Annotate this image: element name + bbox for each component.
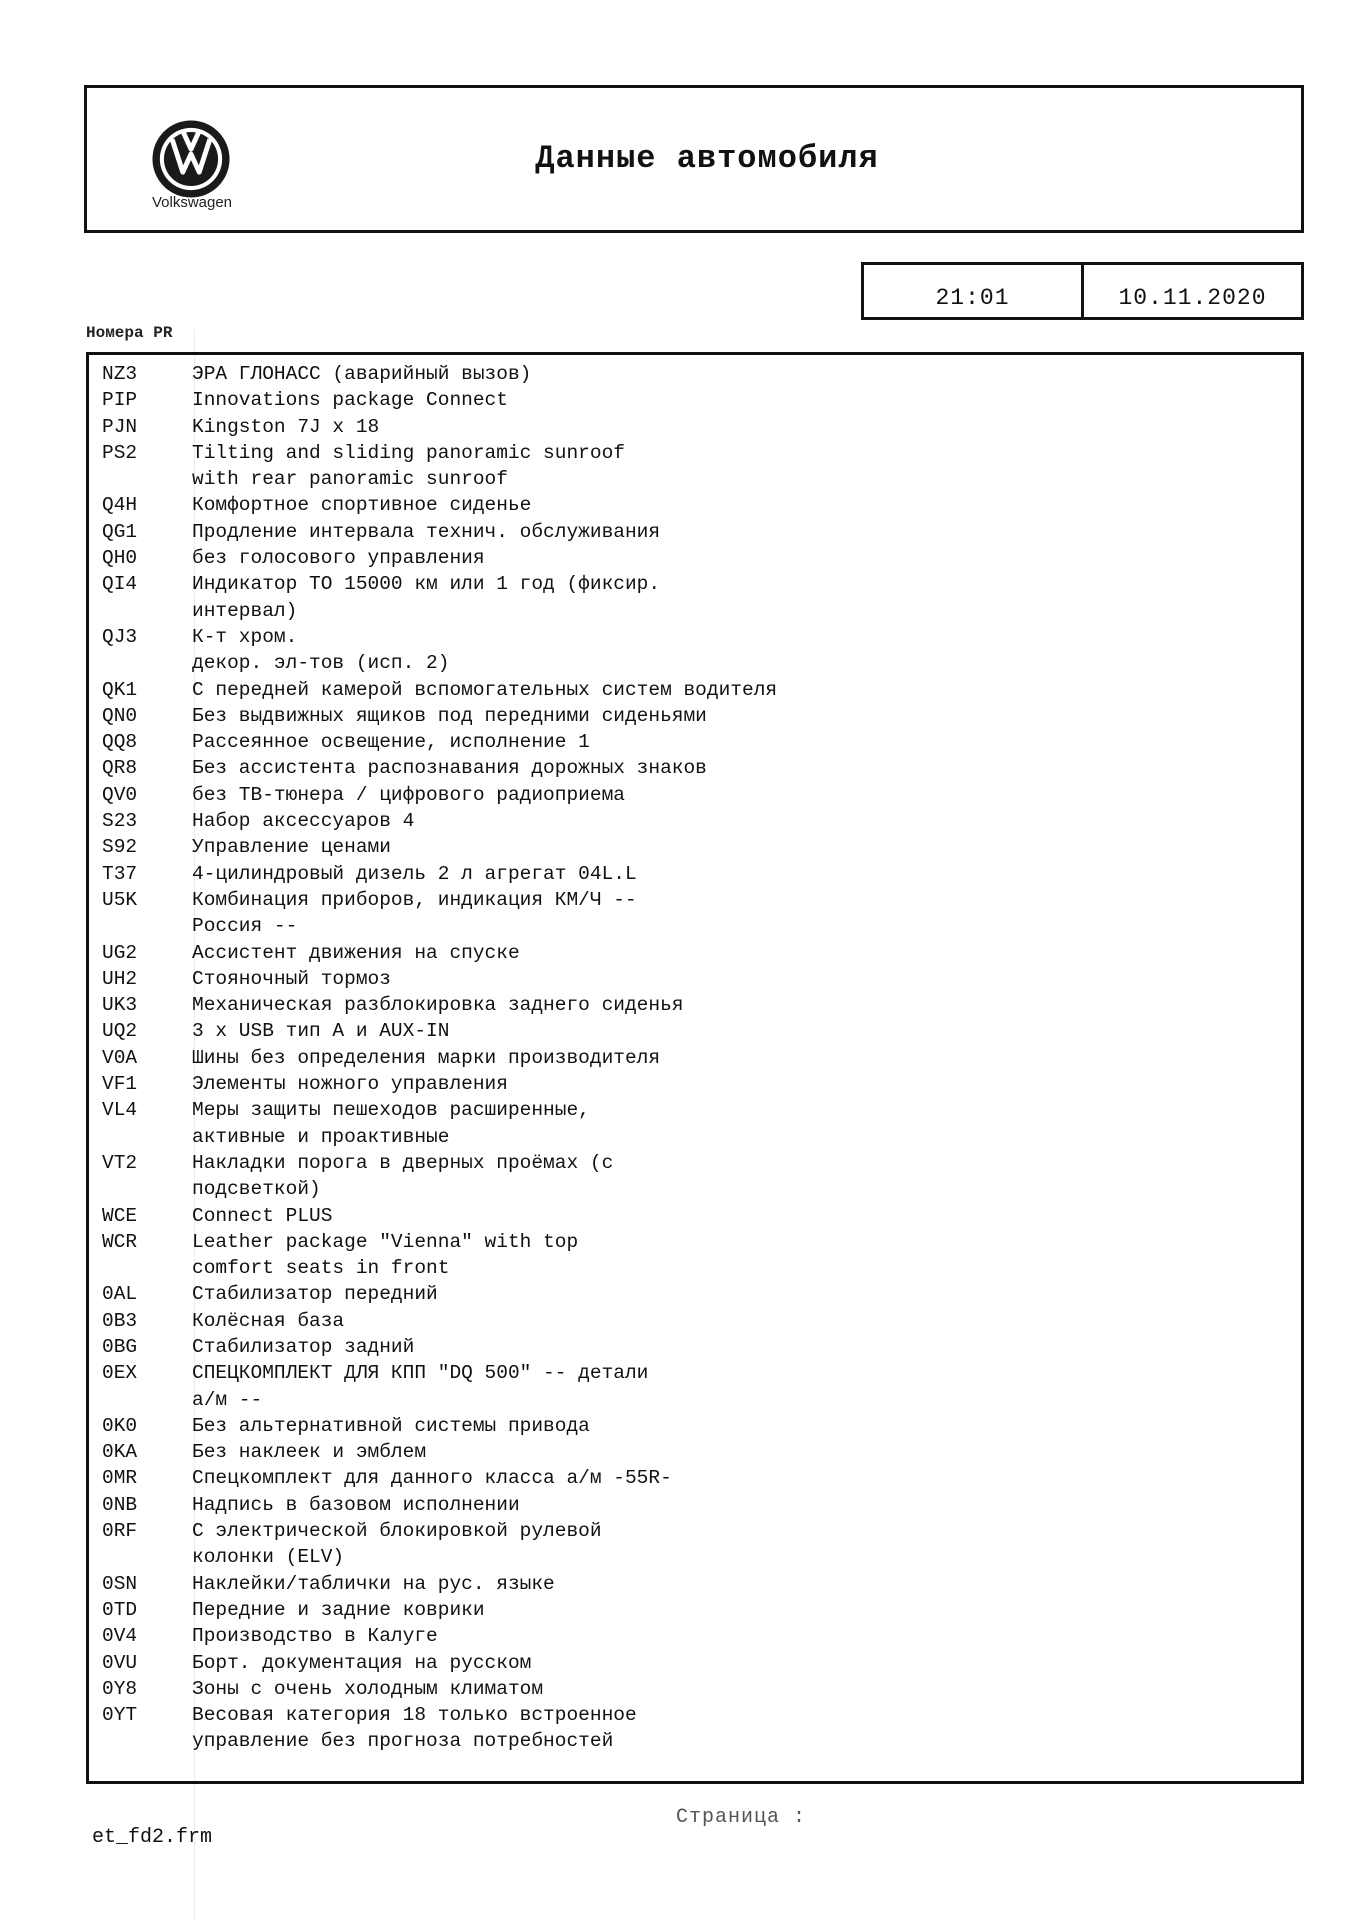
pr-description: Без выдвижных ящиков под передними сиденьями: [192, 704, 707, 727]
list-item: [89, 1623, 1301, 1649]
pr-description: Leather package "Vienna" with top: [192, 1230, 579, 1253]
list-item: [89, 466, 1301, 492]
pr-code: WCR: [102, 1230, 138, 1253]
list-item: [89, 624, 1301, 650]
pr-description: Спецкомплект для данного класса а/м -55R-: [192, 1467, 672, 1490]
pr-description: Управление ценами: [192, 836, 391, 859]
list-item: [89, 519, 1301, 545]
pr-code: 0VU: [102, 1651, 138, 1674]
list-item: [89, 1544, 1301, 1570]
brand-label: Volkswagen: [151, 194, 233, 211]
pr-code: 0K0: [102, 1414, 138, 1437]
pr-description: декор. эл-тов (исп. 2): [192, 652, 450, 675]
list-item: [89, 492, 1301, 518]
list-item: [89, 545, 1301, 571]
pr-description: 4-цилиндровый дизель 2 л агрегат 04L.L: [192, 862, 637, 885]
pr-description: Рассеянное освещение, исполнение 1: [192, 731, 590, 754]
pr-code: S23: [102, 810, 138, 833]
pr-description: Kingston 7J x 18: [192, 415, 380, 438]
list-item: [89, 1255, 1301, 1281]
pr-description: С передней камерой вспомогательных систем водителя: [192, 678, 778, 701]
pr-code: QG1: [102, 520, 138, 543]
pr-description: Надпись в базовом исполнении: [192, 1493, 520, 1516]
pr-description: без ТВ-тюнера / цифрового радиоприема: [192, 783, 625, 806]
pr-description: Стабилизатор передний: [192, 1283, 438, 1306]
pr-code: QN0: [102, 704, 138, 727]
pr-code: PJN: [102, 415, 138, 438]
pr-code: QH0: [102, 547, 138, 570]
pr-code: 0YT: [102, 1704, 138, 1727]
pr-code: QJ3: [102, 625, 138, 648]
pr-description: Innovations package Connect: [192, 389, 508, 412]
pr-description: подсветкой): [192, 1178, 321, 1201]
pr-code: PS2: [102, 441, 138, 464]
pr-code: 0SN: [102, 1572, 138, 1595]
pr-code: [89, 1728, 192, 1754]
list-item: [89, 677, 1301, 703]
pr-description: 3 x USB тип A и AUX-IN: [192, 1020, 450, 1043]
list-item: [89, 387, 1301, 413]
pr-description: Борт. документация на русском: [192, 1651, 532, 1674]
list-item: [89, 834, 1301, 860]
time-value: 21:01: [935, 285, 1010, 311]
pr-code: 0BG: [102, 1335, 138, 1358]
pr-description: Накладки порога в дверных проёмах (с: [192, 1151, 614, 1174]
pr-code: QQ8: [102, 731, 138, 754]
list-item: [89, 1360, 1301, 1386]
pr-description: Механическая разблокировка заднего сиденья: [192, 994, 684, 1017]
pr-description: С электрической блокировкой рулевой: [192, 1520, 602, 1543]
pr-code: 0NB: [102, 1493, 138, 1516]
pr-code: WCE: [102, 1204, 138, 1227]
list-item: [89, 966, 1301, 992]
list-item: [89, 1334, 1301, 1360]
list-item: [89, 1281, 1301, 1307]
list-item: [89, 1308, 1301, 1334]
pr-code: 0B3: [102, 1309, 138, 1332]
list-item: [89, 861, 1301, 887]
pr-code: 0KA: [102, 1441, 138, 1464]
pr-code: 0EX: [102, 1362, 138, 1385]
pr-code: [89, 466, 192, 492]
page-label: Страница :: [676, 1806, 807, 1829]
pr-description: Ассистент движения на спуске: [192, 941, 520, 964]
pr-code: VF1: [102, 1073, 138, 1096]
pr-description: Наклейки/таблички на рус. языке: [192, 1572, 555, 1595]
pr-description: Зоны с очень холодным климатом: [192, 1677, 544, 1700]
pr-description: Комфортное спортивное сиденье: [192, 494, 532, 517]
list-item: [89, 1439, 1301, 1465]
list-item: [89, 913, 1301, 939]
pr-description: Стояночный тормоз: [192, 967, 391, 990]
pr-description: интервал): [192, 599, 298, 622]
pr-description: Продление интервала технич. обслуживания: [192, 520, 661, 543]
list-item: [89, 808, 1301, 834]
pr-code: NZ3: [102, 363, 138, 385]
pr-code: 0MR: [102, 1467, 138, 1490]
pr-code: VT2: [102, 1151, 138, 1174]
pr-code: 0V4: [102, 1625, 138, 1648]
pr-code: QV0: [102, 783, 138, 806]
pr-description: Передние и задние коврики: [192, 1598, 485, 1621]
pr-description: без голосового управления: [192, 547, 485, 570]
pr-code: 0RF: [102, 1520, 138, 1543]
list-item: [89, 571, 1301, 597]
pr-code: [89, 650, 192, 676]
pr-description: активные и проактивные: [192, 1125, 450, 1148]
pr-code: [89, 913, 192, 939]
list-item: [89, 1176, 1301, 1202]
list-item: [89, 1124, 1301, 1150]
list-item: [89, 1413, 1301, 1439]
list-item: [89, 703, 1301, 729]
list-item: [89, 1728, 1301, 1754]
list-item: [89, 729, 1301, 755]
list-item: [89, 440, 1301, 466]
list-item: [89, 1097, 1301, 1123]
pr-description: К-т хром.: [192, 625, 298, 648]
pr-description: СПЕЦКОМПЛЕКТ ДЛЯ КПП "DQ 500" -- детали: [192, 1362, 649, 1385]
list-item: [89, 1071, 1301, 1097]
pr-description: Connect PLUS: [192, 1204, 333, 1227]
pr-code: UH2: [102, 967, 138, 990]
pr-description: comfort seats in front: [192, 1257, 450, 1280]
list-item: [89, 361, 1301, 387]
list-item: [89, 1597, 1301, 1623]
list-item: [89, 1571, 1301, 1597]
pr-description: а/м --: [192, 1388, 263, 1411]
pr-code: PIP: [102, 389, 138, 412]
list-item: [89, 755, 1301, 781]
pr-code: QI4: [102, 573, 138, 596]
pr-description: Весовая категория 18 только встроенное: [192, 1704, 637, 1727]
pr-description: Элементы ножного управления: [192, 1073, 508, 1096]
list-item: [89, 940, 1301, 966]
pr-code: 0Y8: [102, 1677, 138, 1700]
pr-codes-list: [86, 352, 1304, 1784]
pr-code: [89, 1124, 192, 1150]
pr-description: Меры защиты пешеходов расширенные,: [192, 1099, 590, 1122]
list-item: [89, 992, 1301, 1018]
date-value: 10.11.2020: [1081, 265, 1301, 317]
pr-code: UQ2: [102, 1020, 138, 1043]
pr-description: колонки (ELV): [192, 1546, 345, 1569]
pr-description: Россия --: [192, 915, 298, 938]
list-item: [89, 1518, 1301, 1544]
list-item: [89, 1492, 1301, 1518]
pr-code: U5K: [102, 888, 138, 911]
pr-code: QK1: [102, 678, 138, 701]
pr-code: S92: [102, 836, 138, 859]
list-item: [89, 1676, 1301, 1702]
pr-code: 0AL: [102, 1283, 138, 1306]
pr-description: Без альтернативной системы привода: [192, 1414, 590, 1437]
list-item: [89, 1650, 1301, 1676]
pr-description: Шины без определения марки производителя: [192, 1046, 661, 1069]
document-header: [84, 85, 1304, 233]
pr-code: T37: [102, 862, 138, 885]
pr-code: [89, 598, 192, 624]
pr-description: Без наклеек и эмблем: [192, 1441, 427, 1464]
page-title: Данные автомобиля: [535, 140, 879, 177]
datetime-box: [861, 262, 1304, 320]
pr-code: [89, 1544, 192, 1570]
pr-description: Комбинация приборов, индикация КМ/Ч --: [192, 888, 637, 911]
list-item: [89, 887, 1301, 913]
pr-code: QR8: [102, 757, 138, 780]
pr-code: VL4: [102, 1099, 138, 1122]
pr-code: UK3: [102, 994, 138, 1017]
pr-description: Набор аксессуаров 4: [192, 810, 415, 833]
pr-description: Производство в Калуге: [192, 1625, 438, 1648]
pr-code: 0TD: [102, 1598, 138, 1621]
list-item: [89, 414, 1301, 440]
pr-code: [89, 1255, 192, 1281]
list-item: [89, 1465, 1301, 1491]
pr-code: V0A: [102, 1046, 138, 1069]
pr-description: Индикатор ТО 15000 км или 1 год (фиксир.: [192, 573, 661, 596]
pr-code: Q4H: [102, 494, 138, 517]
pr-description: ЭРА ГЛОНАСС (аварийный вызов): [192, 363, 532, 385]
list-item: [89, 598, 1301, 624]
list-item: [89, 1203, 1301, 1229]
file-name: et_fd2.frm: [92, 1826, 213, 1849]
list-item: [89, 1387, 1301, 1413]
list-item: [89, 1150, 1301, 1176]
pr-code: [89, 1176, 192, 1202]
list-item: [89, 1045, 1301, 1071]
pr-description: Tilting and sliding panoramic sunroof: [192, 441, 625, 464]
pr-description: Без ассистента распознавания дорожных знаков: [192, 757, 707, 780]
list-item: [89, 1229, 1301, 1255]
pr-description: with rear panoramic sunroof: [192, 468, 508, 491]
pr-description: Колёсная база: [192, 1309, 345, 1332]
list-item: [89, 782, 1301, 808]
pr-code: UG2: [102, 941, 138, 964]
list-item: [89, 650, 1301, 676]
pr-description: управление без прогноза потребностей: [192, 1730, 614, 1753]
list-item: [89, 1018, 1301, 1044]
pr-numbers-label: Номера PR: [86, 324, 173, 342]
pr-description: Стабилизатор задний: [192, 1335, 415, 1358]
pr-code: [89, 1387, 192, 1413]
list-item: [89, 1702, 1301, 1728]
